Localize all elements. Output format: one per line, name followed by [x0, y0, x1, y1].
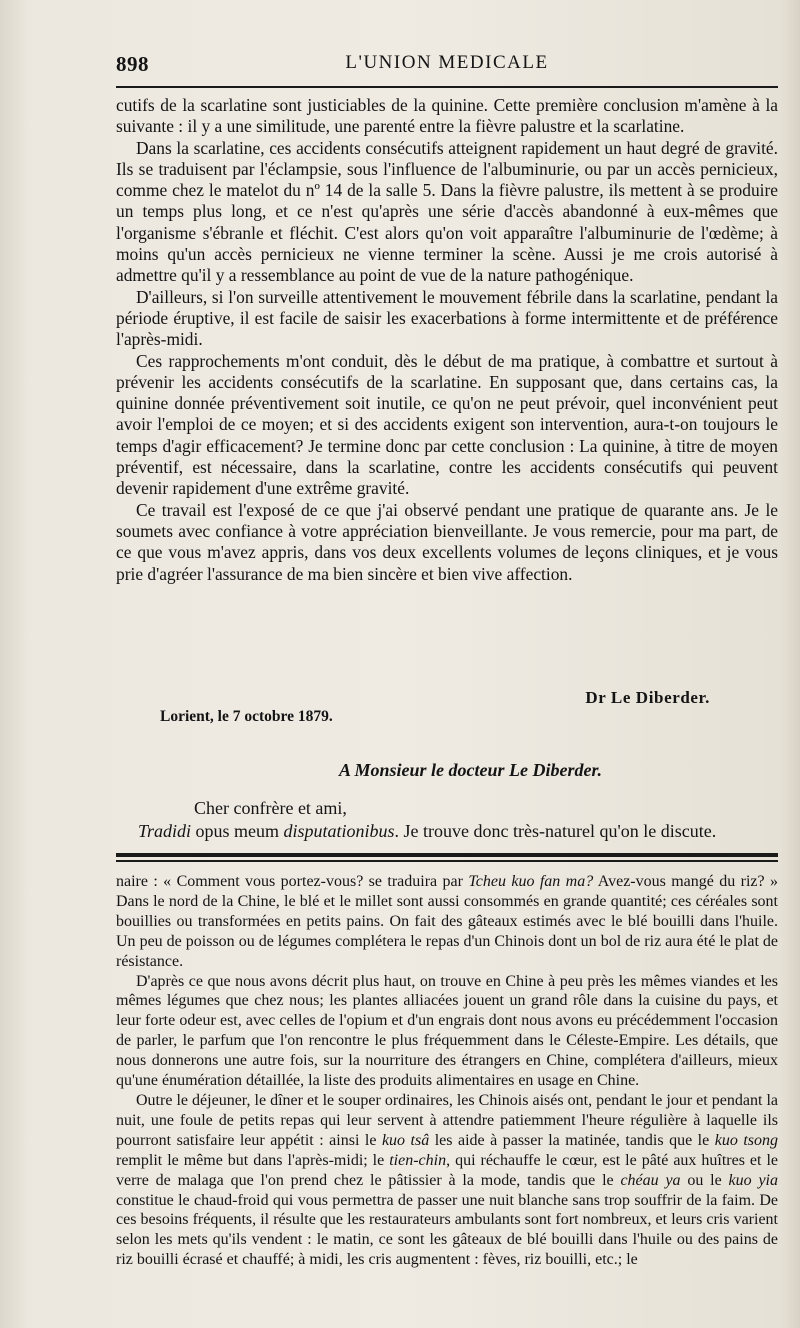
letter-opening — [138, 821, 800, 842]
header-rule — [116, 86, 778, 88]
paragraph: D'après ce que nous avons décrit plus haut, on trouve en Chine à peu près les mêmes viandes et les mêmes légumes que chez nous; les plantes alliacées jouent un grand rôle dans la cuisine du pays, et leur forte odeur est, avec celles de l'opium et d'un engrais dont nous avons eu précédemment l'occasion de parler, le parfum que l'on rencontre le plus fréquemment dans le Céleste-Empire. Les détails, que nous donnerons une autre fois, sur la nourriture des étrangers en Chine, complétera d'ailleurs, mieux qu'une énumération détaillée, la liste des produits alimentaires en usage en Chine. — [116, 972, 778, 1090]
signature-block — [116, 688, 778, 725]
text-run: naire : « Comment vous portez-vous? se traduira par — [116, 873, 469, 890]
feuilleton-rule-bottom — [116, 860, 778, 862]
text-run: , qui réchauffe le cœur, est le pâté aux huîtres et le verre de malaga que l'on prend chez le pâtissier à la mode, tandis que le — [116, 1151, 778, 1189]
feuilleton-rule-top — [116, 853, 778, 857]
text-run: remplit le même but dans l'après-midi; le — [116, 1151, 390, 1169]
text-run: ou le — [680, 1171, 729, 1189]
text-run: Outre le déjeuner, le dîner et le souper ordinaires, les Chinois aisés ont, pendant le jour et pendant la nuit, une foule de petits repas qui leur servent à attendre patiemment l'heure régulière à laquelle ils pourront satisfaire leur appétit : ainsi le — [116, 1091, 778, 1149]
dateline: Lorient, le 7 octobre 1879. — [160, 708, 333, 725]
author-signature: Dr Le Diberder. — [585, 688, 710, 707]
paragraph — [116, 1091, 778, 1270]
paragraph — [116, 872, 778, 972]
paragraph: D'ailleurs, si l'on surveille attentivement le mouvement fébrile dans la scarlatine, pendant la période éruptive, il est facile de saisir les exacerbations à forme intermittente et de préférence l'après-midi. — [116, 286, 778, 350]
article-body — [116, 95, 778, 585]
paragraph: Ces rapprochements m'ont conduit, dès le début de ma pratique, à combattre et surtout à prévenir les accidents consécutifs de la scarlatine. En supposant que, dans certains cas, la quinine donnée préventivement soit inutile, ce qu'on ne peut prévoir, quel inconvénient peut avoir l'emploi de ce moyen; et si des accidents exigent son intervention, aura-t-on toujours le temps d'agir efficacement? Je termine donc par cette conclusion : La quinine, à titre de moyen préventif, est nécessaire, dans la scarlatine, contre les accidents consécutifs qui peuvent devenir rapidement d'une extrême gravité. — [116, 350, 778, 499]
text-run: les aide à passer la matinée, tandis que le — [429, 1131, 715, 1149]
page-header — [116, 48, 778, 80]
text-run: constitue le chaud-froid qui vous permettra de passer une nuit blanche sans trop souffrir de la faim. De ces besoins fréquents, il résulte que les restaurateurs ambulants sont fort nombreux, et leurs cris varient selon les mets qu'ils vendent : le matin, ce sont les gâteaux de blé bouilli dans l'huile ou des pains de riz bouilli écrasé et chauffé; à midi, les cris augmentent : fèves, riz bouilli, etc.; le — [116, 1191, 778, 1269]
italic-run: kuo yia — [728, 1171, 779, 1189]
text-run: Avez-vous mangé du riz? » Dans le nord de la Chine, le blé et le millet sont aussi consommés en grande quantité; ces céréales sont bouillies ou transformées en petits pains. On fait des gâteaux estimés avec le blé bouilli dans l'huile. Un peu de poisson ou de légumes complétera le repas d'un Chinois dont un bol de riz aura été le plat de résistance. — [116, 873, 779, 970]
feuilleton-body — [116, 872, 778, 1270]
italic-run: kuo tsâ — [381, 1131, 430, 1149]
page-number: 898 — [116, 52, 149, 76]
paragraph: Dans la scarlatine, ces accidents consécutifs atteignent rapidement un haut degré de gravité. Ils se traduisent par l'éclampsie, sous l'influence de l'albuminurie, ou par un accès pernicieux, comme chez le matelot du nº 14 de la salle 5. Dans la fièvre palustre, ils mettent à se produire un temps plus long, et ce n'est qu'après une série d'accès abandonné à eux-mêmes que l'organisme s'ébranle et fléchit. C'est alors qu'on voit apparaître l'albuminurie de l'œdème; à moins qu'un accès pernicieux ne vienne terminer la scène. Aussi je me crois autorisé à admettre qu'il y a ressemblance au point de vue de la nature pathogénique. — [116, 137, 778, 286]
italic-run: Tcheu kuo fan ma? — [468, 873, 594, 890]
opening-italic: Tradidi — [138, 821, 192, 841]
opening-text: opus meum — [191, 821, 284, 841]
paragraph: cutifs de la scarlatine sont justiciables de la quinine. Cette première conclusion m'amène à la suivante : il y a une similitude, une parenté entre la fièvre palustre et la scarlatine. — [116, 95, 778, 137]
opening-italic: disputationibus — [283, 821, 395, 841]
paragraph: Ce travail est l'exposé de ce que j'ai observé pendant une pratique de quarante ans. Je le soumets avec confiance à votre appréciation bienveillante. Je vous remercie, pour ma part, de ce que vous m'avez appris, dans vos deux excellents volumes de leçons cliniques, et je vous prie d'agréer l'assurance de ma bien sincère et bien vive affection. — [116, 499, 778, 584]
addressee: A Monsieur le docteur Le Diberder. — [338, 760, 602, 780]
salutation: Cher confrère et ami, — [194, 798, 347, 818]
running-title: L'UNION MEDICALE — [345, 52, 549, 73]
italic-run: tien-chin — [389, 1151, 447, 1169]
opening-text: . Je trouve donc très-naturel qu'on le discute. — [394, 821, 717, 841]
italic-run: kuo tsong — [714, 1131, 779, 1149]
italic-run: chéau ya — [620, 1171, 681, 1189]
